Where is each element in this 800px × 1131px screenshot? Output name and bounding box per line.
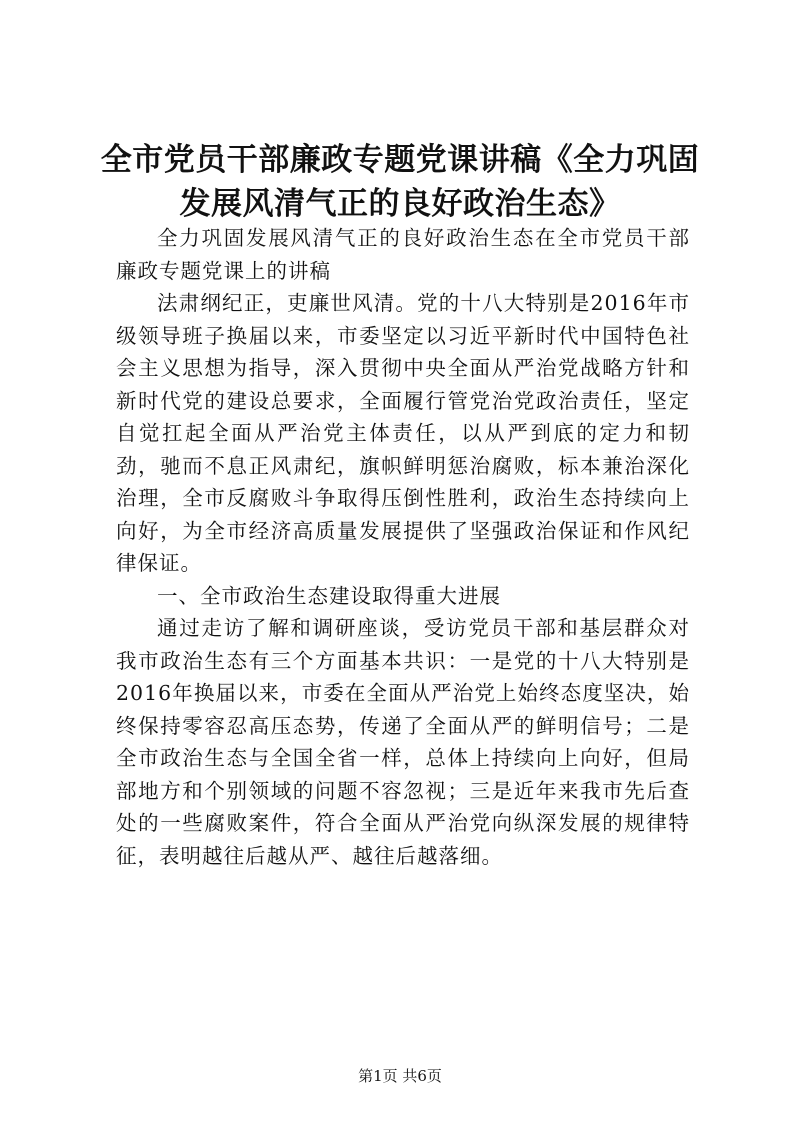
paragraph-intro: 法肃纲纪正，吏廉世风清。党的十八大特别是2016年市级领导班子换届以来，市委坚定以习近平新时代中国特色社会主义思想为指导，深入贯彻中央全面从严治党战略方针和新时代党的建设总要求，全面履行管党治党政治责任，坚定自觉扛起全面从严治党主体责任，以从严到底的定力和韧劲，驰而不息正风肃纪，旗帜鲜明惩治腐败，标本兼治深化治理，全市反腐败斗争取得压倒性胜利，政治生态持续向上向好，为全市经济高质量发展提供了坚强政治保证和作风纪律保证。 (116, 291, 690, 575)
page-footer: 第1页 共6页 (358, 1067, 442, 1085)
section-heading: 一、全市政治生态建设取得重大进展 (157, 583, 501, 608)
paragraph-consensus: 通过走访了解和调研座谈，受访党员干部和基层群众对我市政治生态有三个方面基本共识：一是党的十八大特别是2016年换届以来，市委在全面从严治党上始终态度坚决，始终保持零容忍高压态势，传递了全面从严的鲜明信号；二是全市政治生态与全国全省一样，总体上持续向上向好，但局部地方和个别领域的问题不容忽视；三是近年来我市先后查处的一些腐败案件，符合全面从严治党向纵深发展的规律特征，表明越往后越从严、越往后越落细。 (116, 616, 690, 868)
document-body (116, 222, 690, 872)
paragraph-subtitle: 全力巩固发展风清气正的良好政治生态在全市党员干部廉政专题党课上的讲稿 (116, 226, 690, 283)
document-title: 全市党员干部廉政专题党课讲稿《全力巩固发展风清气正的良好政治生态》 (100, 142, 700, 222)
